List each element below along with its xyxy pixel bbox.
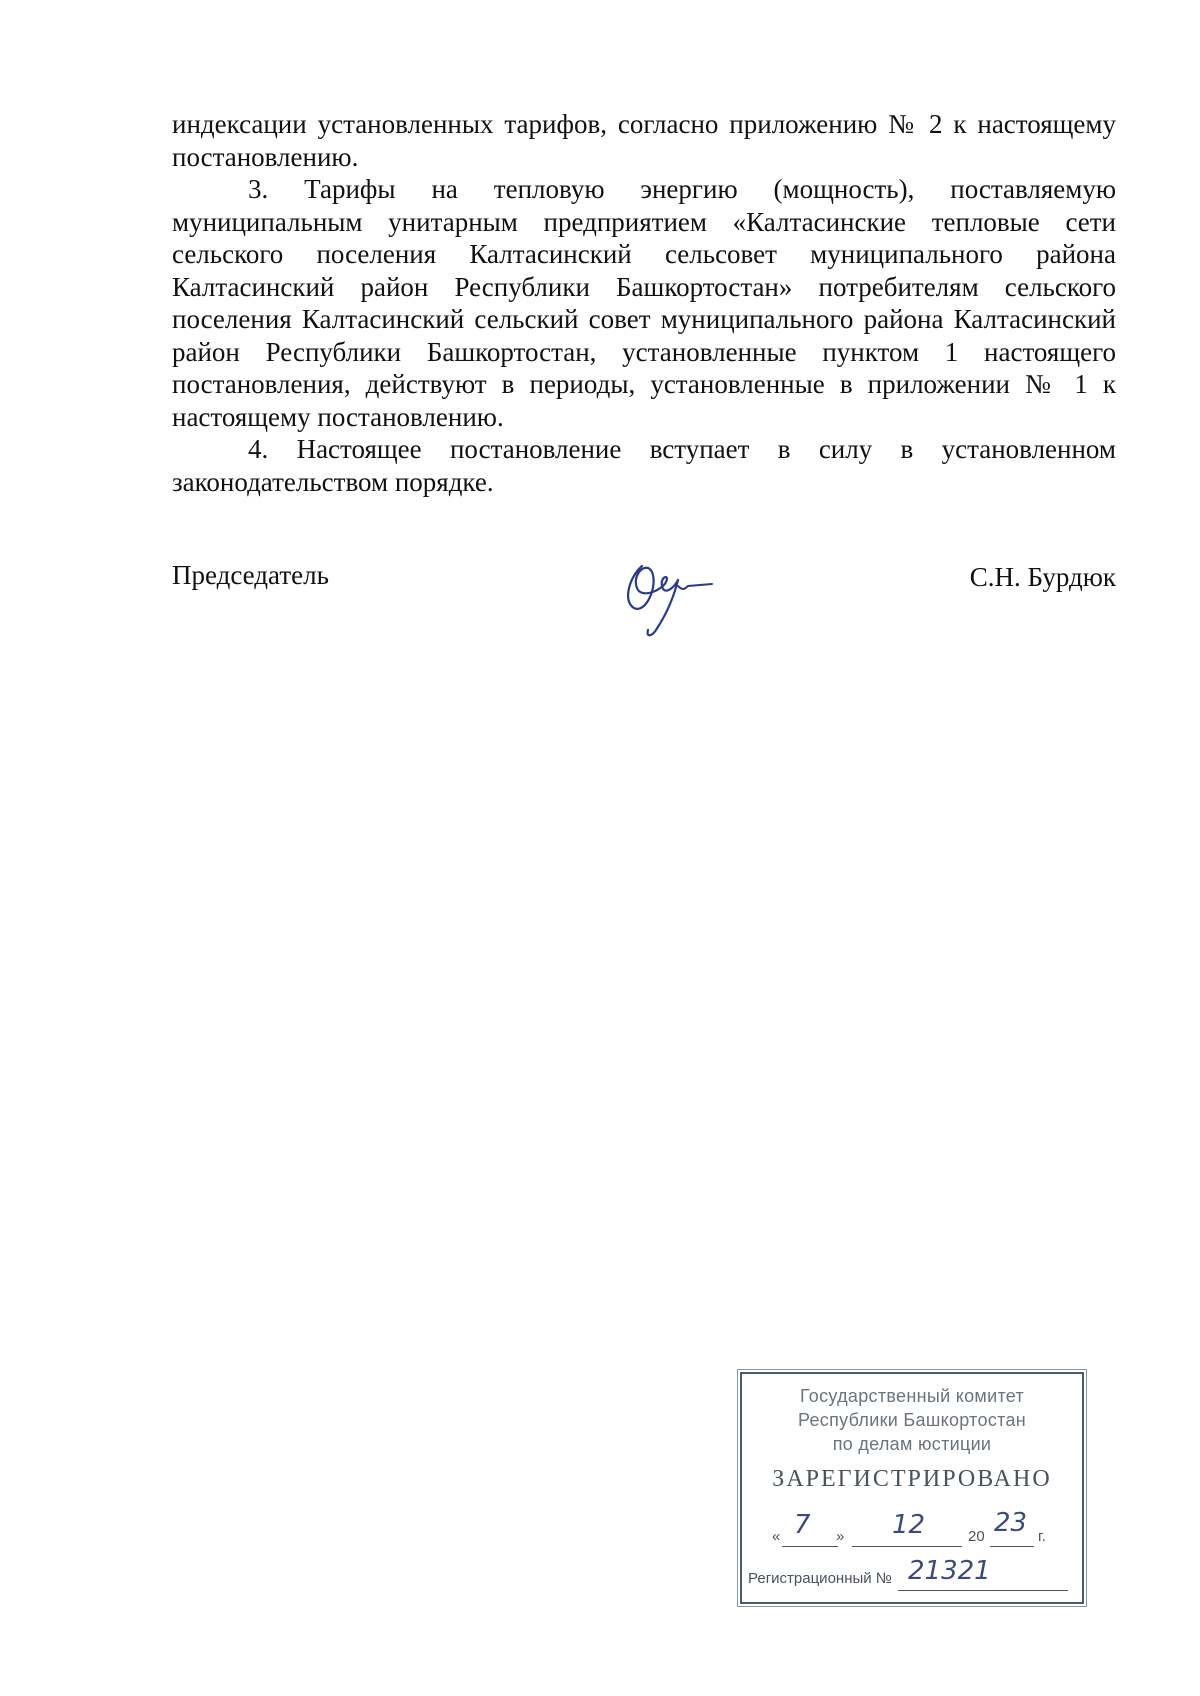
- stamp-org-line: Республики Башкортостан: [797, 1410, 1027, 1430]
- reg-label: Регистрационный №: [748, 1570, 892, 1587]
- date-day: 7: [794, 1510, 811, 1540]
- date-month: 12: [892, 1510, 926, 1540]
- stamp-registration: [748, 1556, 1074, 1594]
- stamp-date: [772, 1508, 1062, 1550]
- signatory-name: С.Н. Бурдюк: [969, 562, 1116, 592]
- date-year-unit: г.: [1038, 1528, 1046, 1545]
- signatory-title: Председатель: [172, 560, 329, 590]
- reg-number-line: [898, 1590, 1068, 1591]
- date-year-suffix: 23: [994, 1508, 1028, 1538]
- paragraph-item-4: 4. Настоящее постановление вступает в силу в установленном законодательством порядке.: [172, 434, 1116, 497]
- date-day-line: [782, 1546, 838, 1547]
- resolution-body: [172, 108, 1116, 498]
- date-year-prefix: 20: [968, 1528, 985, 1545]
- stamp-title: ЗАРЕГИСТРИРОВАНО: [772, 1466, 1052, 1492]
- date-close-quote: »: [836, 1528, 845, 1545]
- date-year-line: [990, 1546, 1034, 1547]
- date-month-line: [852, 1546, 962, 1547]
- registration-stamp: [740, 1372, 1084, 1604]
- stamp-org-line: Государственный комитет: [799, 1386, 1025, 1406]
- handwritten-signature: [612, 546, 722, 646]
- paragraph-item-3: 3. Тарифы на тепловую энергию (мощность), поставляемую муниципальным унитарным предприятием «Калтасинские тепловые сети сельского поселения Калтасинский сельсовет муниципального района Калтасинский район Республики Башкортостан» потребителям сельского поселения Калтасинский сельский совет муниципального района Калтасинский район Республики Башкортостан, установленные пунктом 1 настоящего постановления, действуют в периоды, установленные в приложении № 1 к настоящему постановлению.: [172, 174, 1116, 432]
- reg-number: 21321: [908, 1556, 991, 1586]
- stamp-organization: [742, 1384, 1082, 1456]
- paragraph-continuation: индексации установленных тарифов, согласно приложению № 2 к настоящему постановлению.: [172, 109, 1116, 172]
- stamp-org-line: по делам юстиции: [832, 1434, 992, 1454]
- signature-block: [172, 560, 1116, 640]
- date-open-quote: «: [772, 1528, 781, 1545]
